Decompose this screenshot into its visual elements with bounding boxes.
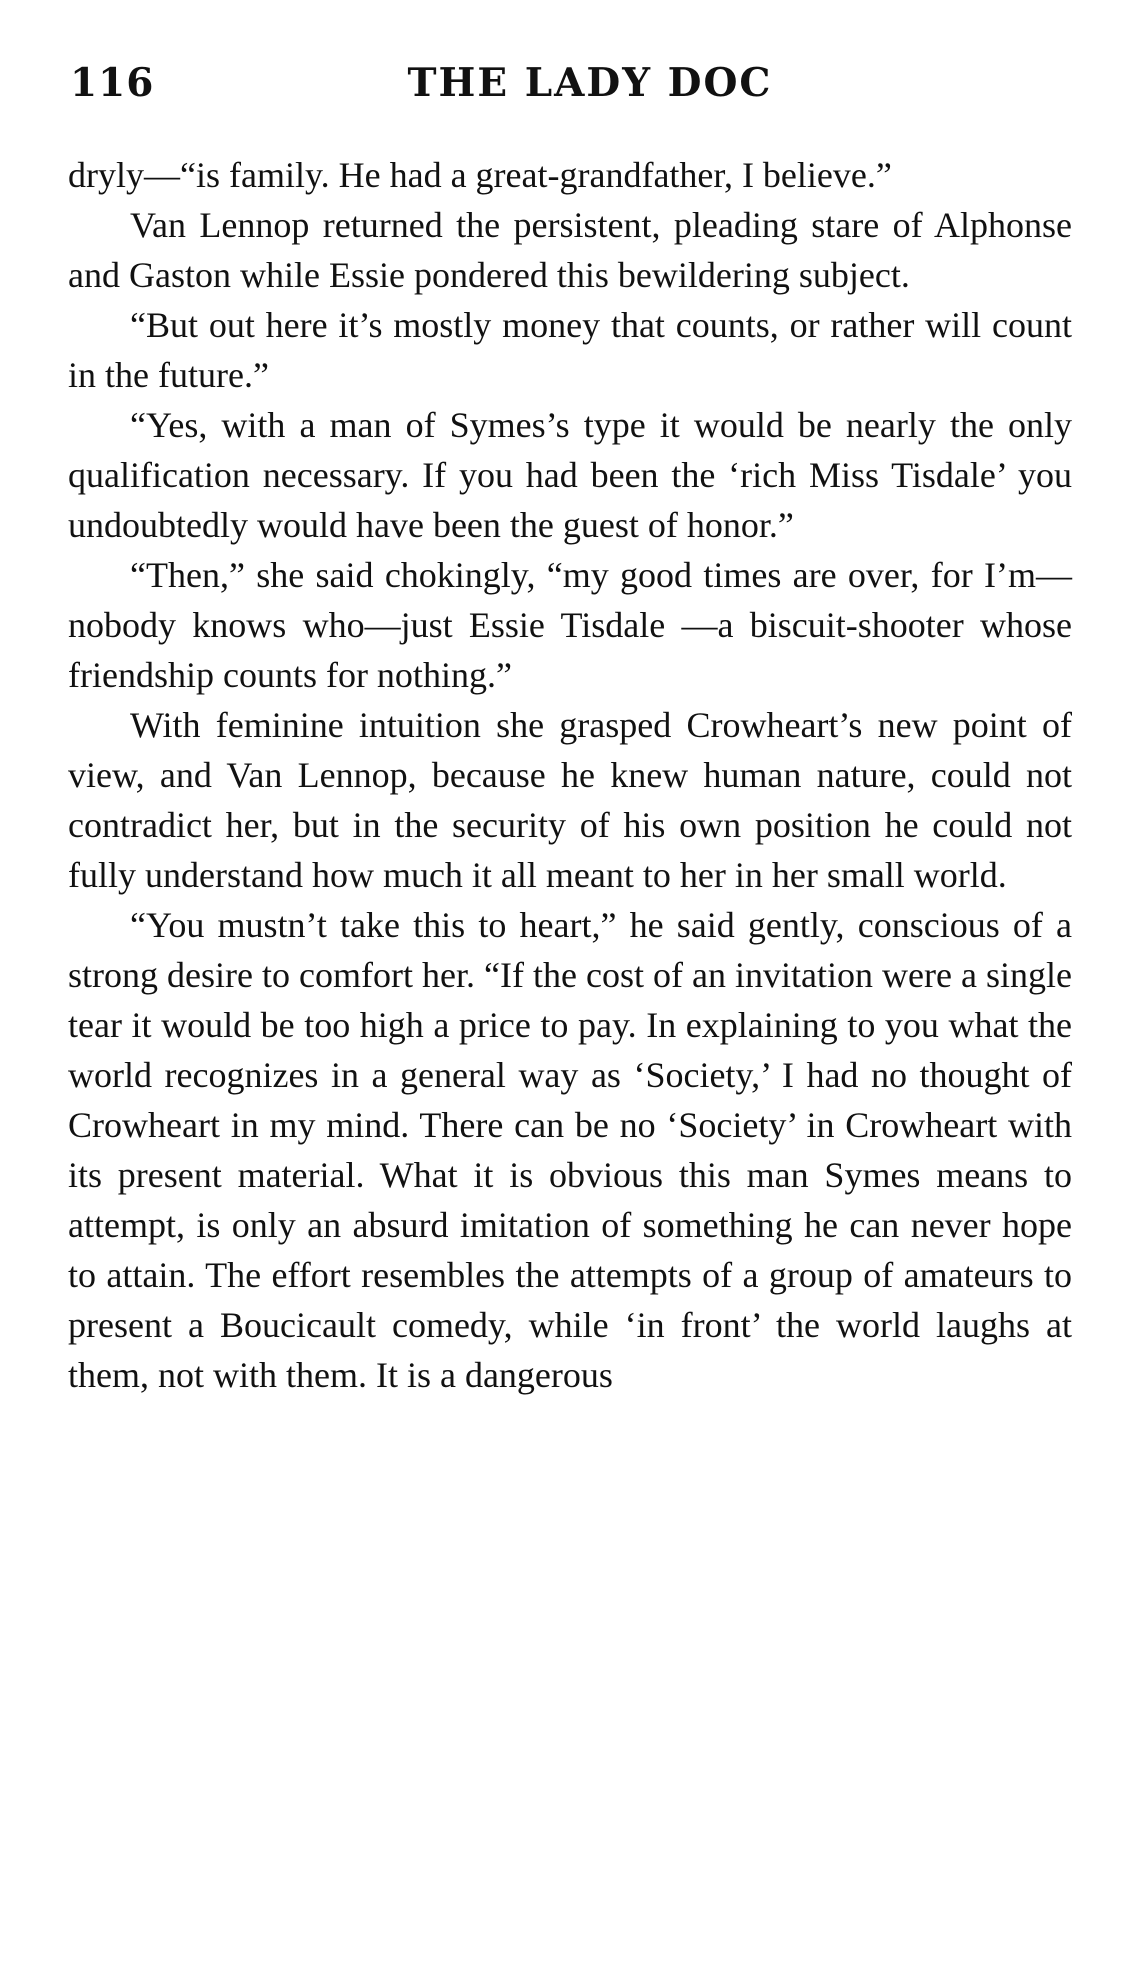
paragraph-1: dryly—“is family. He had a great-grandfather, I believe.”: [68, 155, 892, 195]
paragraph-6: With feminine intuition she grasped Crowheart’s new point of view, and Van Lennop, because he knew human nature, could not contradict her, but in the security of his own position he could not fully understand how much it all meant to her in her small world.: [68, 705, 1072, 895]
paragraph-3: “But out here it’s mostly money that counts, or rather will count in the future.”: [68, 305, 1072, 395]
page-number: 116: [70, 60, 155, 106]
paragraph-4: “Yes, with a man of Symes’s type it would be nearly the only qualification necessary. If you had been the ‘rich Miss Tisdale’ you undoubtedly would have been the guest of honor.”: [68, 405, 1072, 545]
running-header: [70, 60, 1070, 120]
paragraph-2: Van Lennop returned the persistent, pleading stare of Alphonse and Gaston while Essie pondered this bewildering subject.: [68, 205, 1072, 295]
paragraph-7: “You mustn’t take this to heart,” he said gently, conscious of a strong desire to comfort her. “If the cost of an invitation were a single tear it would be too high a price to pay. In explaining to you what the world recognizes in a general way as ‘Society,’ I had no thought of Crowheart in my mind. There can be no ‘Society’ in Crowheart with its present material. What it is obvious this man Symes means to attempt, is only an absurd imitation of something he can never hope to attain. The effort resembles the attempts of a group of amateurs to present a Boucicault comedy, while ‘in front’ the world laughs at them, not with them. It is a dangerous: [68, 905, 1072, 1395]
body-text: [68, 150, 1072, 1400]
running-title: THE LADY DOC: [407, 60, 773, 106]
paragraph-5: “Then,” she said chokingly, “my good times are over, for I’m—nobody knows who—just Essie Tisdale —a biscuit-shooter whose friendship counts for nothing.”: [68, 555, 1072, 695]
